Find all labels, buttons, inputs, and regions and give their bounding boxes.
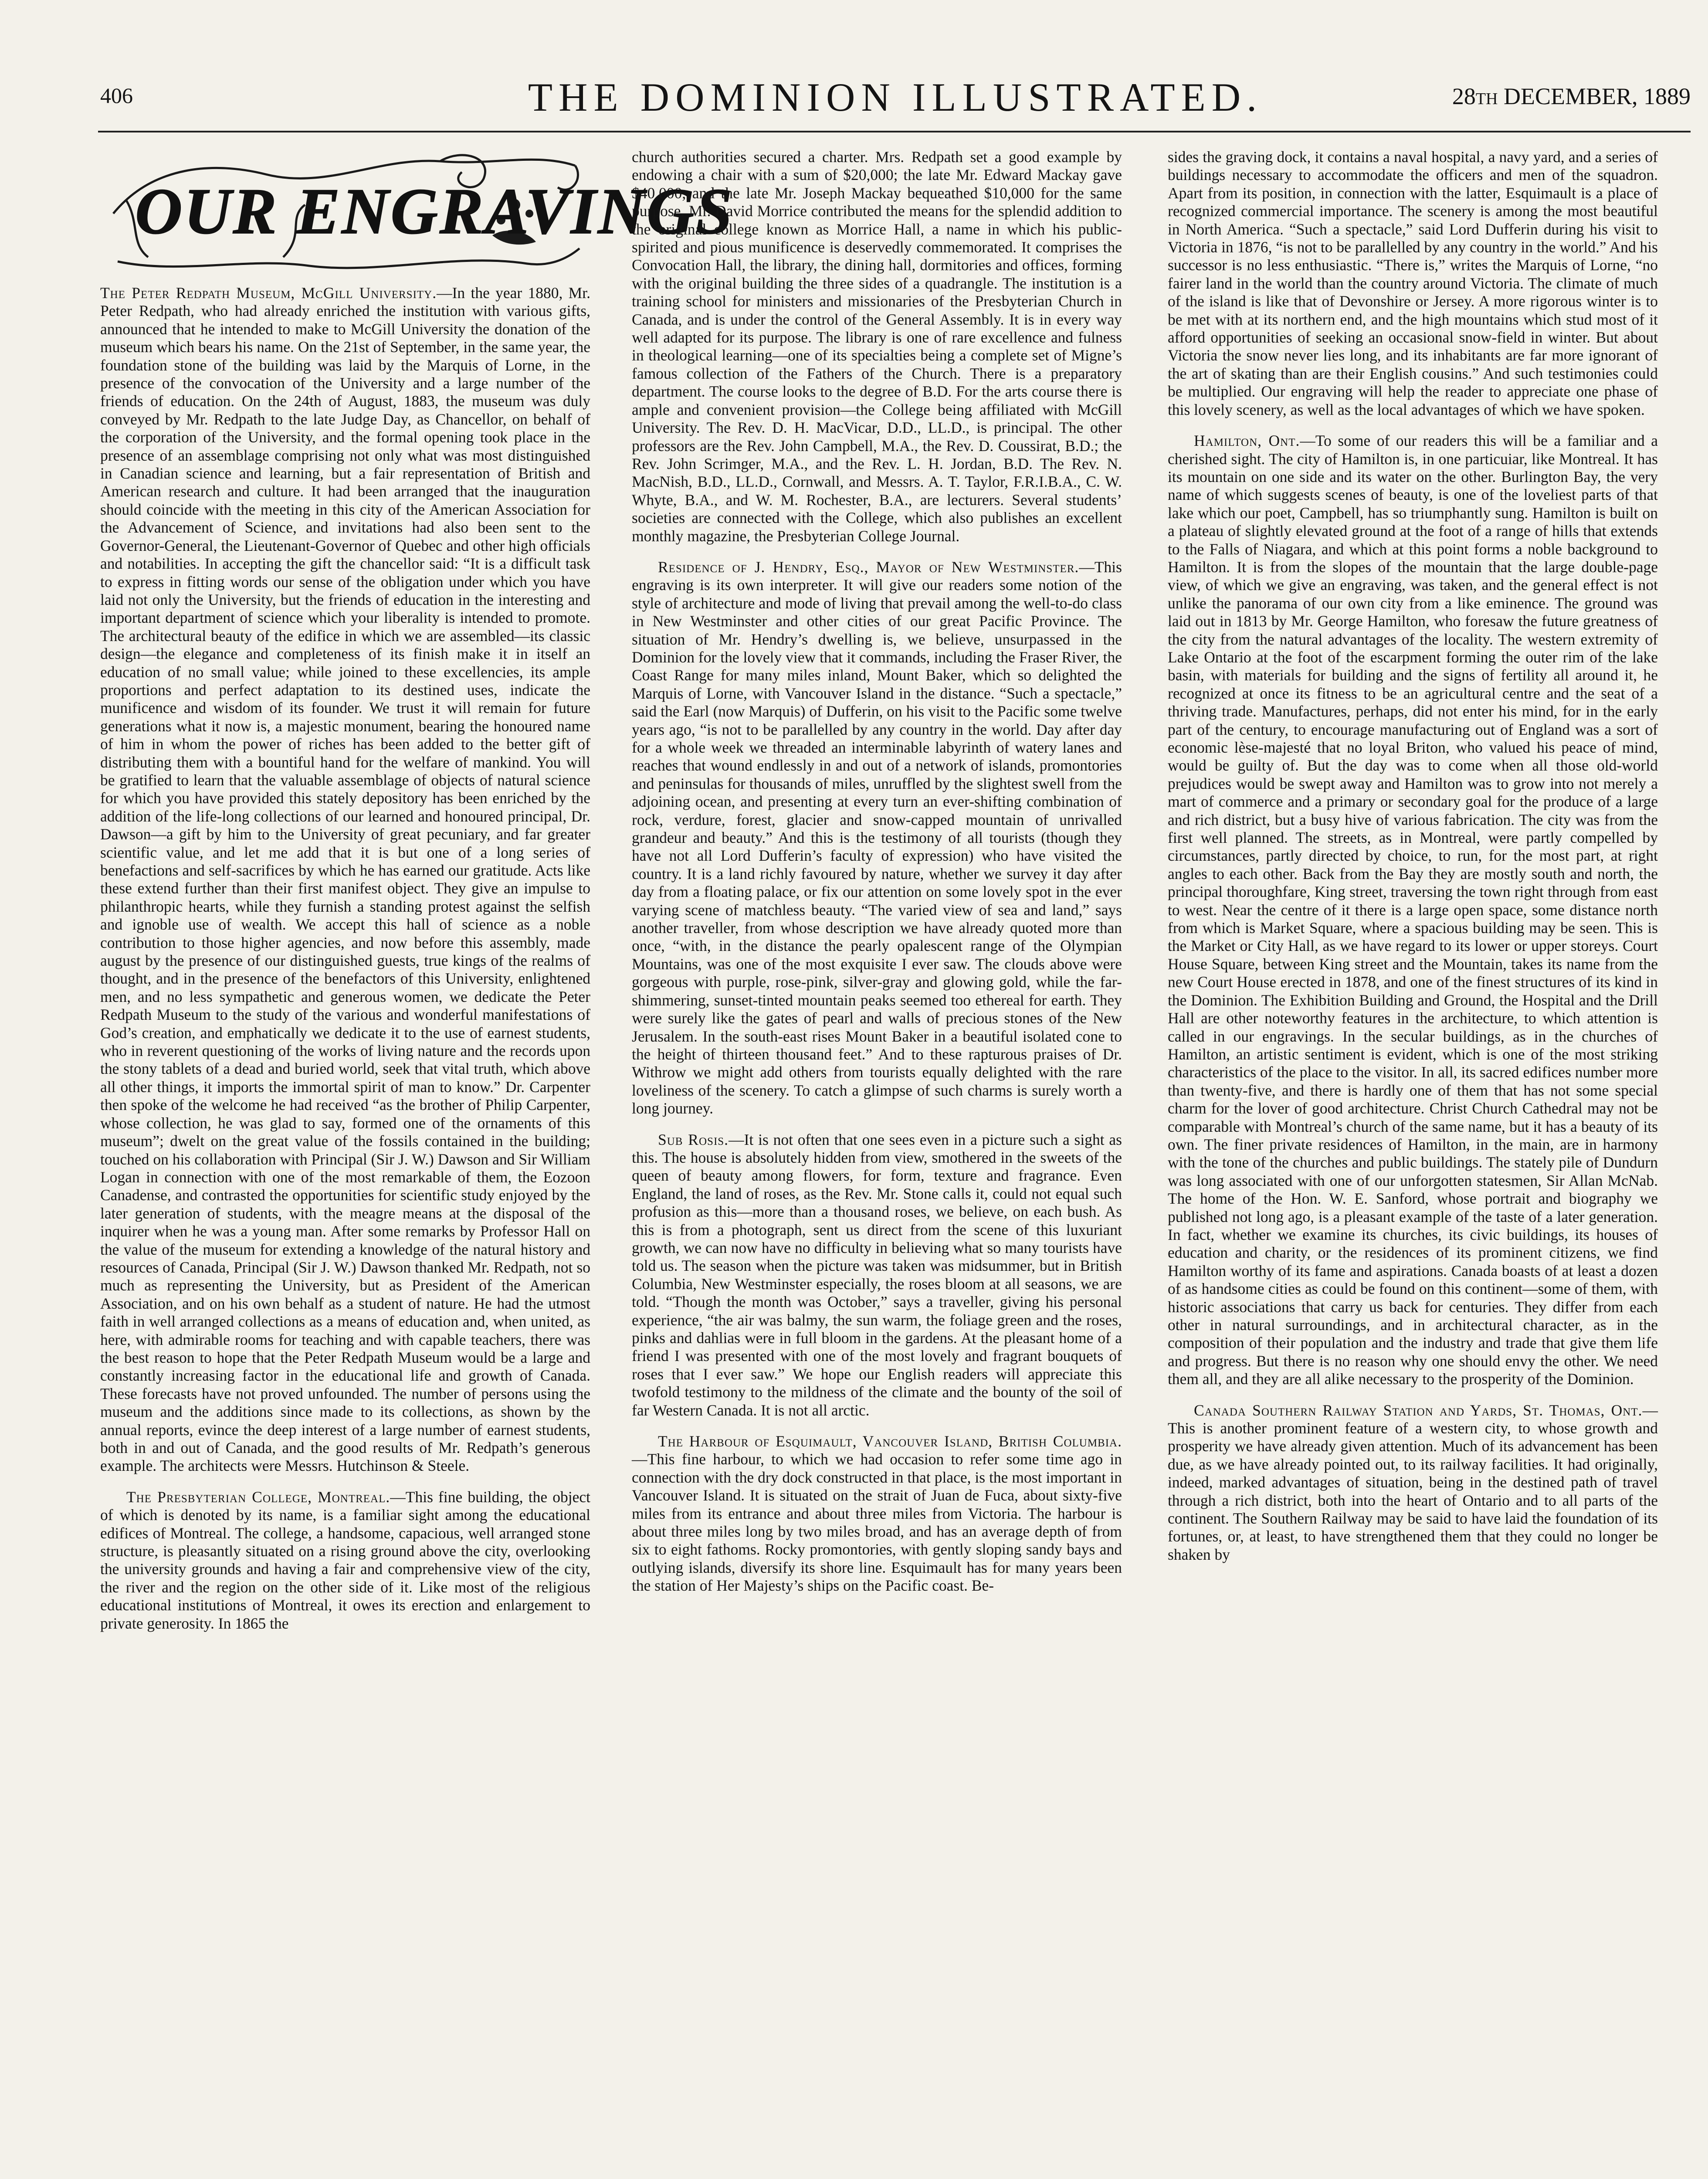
article-esquimault-start xyxy=(632,1432,1122,1595)
column-3 xyxy=(1168,148,1658,2179)
body-redpath: —In the year 1880, Mr. Peter Redpath, who had already enriched the institution with various gifts, announced that he intended to make to McGill University the donation of the museum which bears his name. On the 21st of September, in the same year, the foundation stone of the building was laid by the Marquis of Lorne, in the presence of the convocation of the University and a large number of the friends of education. On the 24th of August, 1883, the museum was duly conveyed by Mr. Redpath to the late Judge Day, as Chancellor, on behalf of the corporation of the University, and the formal opening took place in the presence of an assemblage comprising not only what was most distinguished in Canadian science and learning, but a fair representation of British and American research and culture. It had been arranged that the inauguration should coincide with the meeting in this city of the American Association for the Advancement of Science, and invitations had also been sent to the Governor-General, the Lieutenant-Governor of Quebec and other high officials and notabilities. In accepting the gift the chancellor said: “It is a difficult task to express in fitting words our sense of the obligation under which you have laid not only the University, but the friends of education in the interesting and important department of science which your liberality is intended to promote. The architectural beauty of the edifice in which we are assembled—its classic design—the elegance and completeness of its finish make it in itself an education of no small value; while joined to these excellencies, its ample proportions and perfect adaptation to its destined uses, indicate the munificence and wisdom of its founder. We trust it will remain for future generations what it now is, a majestic monument, bearing the honoured name of him in whom the power of riches has been added to the better gift of distributing them with a bountiful hand for the welfare of mankind. You will be gratified to learn that the valuable assemblage of objects of natural science for which you have provided this stately depository has been enriched by the addition of the life-long collections of our learned and honoured principal, Dr. Dawson—a gift by him to the University of great pecuniary, and far greater scientific value, and let me add that it is but one of a long series of benefactions and self-sacrifices by which he has earned our gratitude. Acts like these extend further than their first manifest object. They give an impulse to philanthropic hearts, while they furnish a standing protest against the selfish and ignoble use of wealth. We accept this hall of science as a noble contribution to those higher agencies, and now before this assembly, made august by the presence of our distinguished guests, true kings of the realms of thought, and in the presence of the benefactors of this University, enlightened men, and no less sympathetic and generous women, we dedicate the Peter Redpath Museum to the study of the various and wonderful manifestations of God’s creation, and emphatically we dedicate it to the use of earnest students, who in reverent questioning of the works of living nature and the records upon the stony tablets of a dead and buried world, seek that vital truth, which above all other things, it imports the immortal spirit of man to know.” Dr. Carpenter then spoke of the welcome he had received “as the brother of Philip Carpenter, whose collection, he was glad to say, formed one of the ornaments of this museum”; dwelt on the great value of the fossils contained in the building; touched on his collaboration with Principal (Sir J. W.) Dawson and Sir William Logan in connection with one of the most remarkable of them, the Eozoon Canadense, and contrasted the opportunities for scientific study enjoyed by the later generation of students, with the meagre means at the disposal of the inquirer when he was a young man. After some remarks by Professor Hall on the value of the museum for extending a knowledge of the natural history and resources of Canada, Principal (Sir J. W.) Dawson thanked Mr. Redpath, not so much as representing the University, but as President of the American Association, and on his own behalf as a student of nature. He had the utmost faith in well arranged collections as a means of education and, when united, as here, with admirable rooms for teaching and with capable teachers, there was the best reason to hope that the Peter Redpath Museum would be a large and constantly increasing factor in the educational life and growth of Canada. These forecasts have not proved unfounded. The number of persons using the museum and the additions since made to its collections, as shown by the annual reports, evince the deep interest of a large number of earnest students, both in and out of Canada, and the good results of Mr. Redpath’s generous example. The architects were Messrs. Hutchinson & Steele. xyxy=(100,284,590,1475)
article-subrosa xyxy=(632,1131,1122,1420)
our-engravings-logo xyxy=(100,148,734,279)
article-hendry xyxy=(632,558,1122,1118)
heading-esquimault: The Harbour of Esquimault, Vancouver Island, British Columbia. xyxy=(658,1432,1122,1450)
heading-subrosa: Sub Rosis. xyxy=(658,1130,729,1148)
article-esquimault-cont: sides the graving dock, it contains a naval hospital, a navy yard, and a series of buildings necessary to accommodate the officers and men of the squadron. Apart from its position, in connection with the latter, Esquimault is a place of recognized commercial importance. The scenery is among the most beautiful in North America. “Such a spectacle,” said Lord Dufferin during his visit to Victoria in 1876, “is not to be parallelled by any country in the world.” And his successor is no less enthusiastic. “There is,” writes the Marquis of Lorne, “no fairer land in the world than the country around Victoria. The climate of much of the island is like that of Devonshire or Jersey. A more rigorous winter is to be met with at its northern end, and the high mountains which stud most of it afford opportunities of seeking an occasional snow-field in winter. But about Victoria the snow never lies long, and its inhabitants are far more ignorant of the art of skating than are their English cousins.” And such testimonies could be multiplied. Our engraving will help the reader to appreciate one phase of this lovely scenery, as well as the local advantages of which we have spoken. xyxy=(1168,148,1658,418)
body-presbyterian-col1: —This fine building, the object of which is denoted by its name, is a familiar sight among the educational edifices of Montreal. The college, a handsome, capacious, well arranged stone structure, is pleasantly situated on a rising ground above the city, overlooking the university grounds and having a fair and comprehensive view of the city, the river and the region on the other side of it. Like most of the religious educational institutions of Montreal, it owes its erection and enlargement to private generosity. In 1865 the xyxy=(100,1488,590,1632)
heading-hamilton: Hamilton, Ont. xyxy=(1194,432,1300,450)
our-engravings-banner xyxy=(100,148,734,279)
logo-word-our: OUR ENGRAVINGS xyxy=(135,175,734,248)
issue-date: 28th DECEMBER, 1889 xyxy=(1452,83,1691,109)
body-hamilton: —To some of our readers this will be a familiar and a cherished sight. The city of Hamilton is, in one particuiar, like Montreal. It has its mountain on one side and its water on the other. Burlington Bay, the very name of which suggests scenes of beauty, is one of the loveliest parts of that lake which our poet, Campbell, has so triumphantly sung. Hamilton is built on a plateau of slightly elevated ground at the foot of a range of hills that extends to the Falls of Niagara, and which at this point forms a noble background to Hamilton. It is from the slopes of the mountain that the large double-page view, of which we give an engraving, was taken, and the general effect is not unlike the panorama of our own city from a like eminence. The ground was laid out in 1813 by Mr. George Hamilton, who foresaw the future greatness of the city from the natural advantages of the locality. The western extremity of Lake Ontario at the foot of the escarpment forming the outer rim of the lake basin, with materials for building and the signs of fertility all around it, he recognized at once its fitness to be an agricultural centre and the seat of a thriving trade. Manufactures, perhaps, did not enter his mind, for in the early part of the century, to encourage manufacturing out of England was a sort of economic lèse-majesté that no loyal Briton, who valued his peace of mind, would be guilty of. But the day was to come when all those old-world prejudices would be swept away and Hamilton was to grow into not merely a mart of commerce and a primary or secondary goal for the produce of a large and rich district, but a busy hive of various fabrication. The city was from the first well planned. The streets, as in Montreal, were partly compelled by circumstances, partly directed by choice, to run, for the most part, at right angles to each other. Back from the Bay they are mostly south and north, the principal thoroughfare, King street, traversing the town right through from east to west. Near the centre of it there is a large open space, some distance north from which is Market Square, where a spacious building may be seen. This is the Market or City Hall, as we have regard to its lower or upper storeys. Court House Square, between King street and the Mountain, takes its name from the new Court House erected in 1878, and one of the finest structures of its kind in the Dominion. The Exhibition Building and Ground, the Hospital and the Drill Hall are other noteworthy features in the architecture, to which attention is called in our engravings. In the secular buildings, as in the churches of Hamilton, an artistic sentiment is evident, which is one of the most striking characteristics of the place to the visitor. In all, its sacred edifices number more than twenty-five, and there is hardly one of them that has not some special charm for the lover of good architecture. Christ Church Cathedral may not be comparable with Montreal’s church of the same name, but it has a beauty of its own. The finer private residences of Hamilton, in the main, are in harmony with the tone of the churches and public buildings. The stately pile of Dundurn was long associated with one of our unforgotten statesmen, Sir Allan McNab. The home of the Hon. W. E. Sanford, whose portrait and biography we published not long ago, is a pleasant example of the taste of a later generation. In fact, whether we examine its churches, its civic buildings, its houses of education and charity, or the residences of its prominent citizens, we find Hamilton worthy of its fame and aspirations. Canada boasts of at least a dozen of as handsome cities as could be found on this continent—some of them, with historic associations that carry us back for centuries. They differ from each other in natural surroundings, and in architectural character, as in the composition of their population and the industry and trade that give them life and progress. But there is no reason why one should envy the other. We need them all, and they are all alike necessary to the prosperity of the Dominion. xyxy=(1168,432,1658,1388)
heading-redpath: The Peter Redpath Museum, McGill University. xyxy=(100,284,437,302)
article-presbyterian-cont: church authorities secured a charter. Mrs. Redpath set a good example by endowing a chair with a sum of $20,000; the late Mr. Edward Mackay gave $40,000, and the late Mr. Joseph Mackay bequeathed $10,000 for the same purpose. Mr. David Morrice contributed the means for the splendid addition to the original college known as Morrice Hall, a name in which his public-spirited and pious munificence is deservedly commemorated. It comprises the Convocation Hall, the library, the dining hall, dormitories and offices, forming with the original building the three sides of a quadrangle. The institution is a training school for ministers and missionaries of the Presbyterian Church in Canada, and is under the control of the General Assembly. It is in every way well adapted for its purpose. The library is one of rare excellence and fulness in theological learning—one of its specialties being a complete set of Migne’s famous collection of the Fathers of the Church. There is a preparatory department. The course looks to the degree of B.D. For the arts course there is ample and convenient provision—the College being affiliated with McGill University. The Rev. D. H. MacVicar, D.D., LL.D., is principal. The other professors are the Rev. John Campbell, M.A., the Rev. D. Coussirat, B.D.; the Rev. John Scrimger, M.A., and the Rev. L. H. Jordan, B.D. The Rev. N. MacNish, B.D., LL.D., Cornwall, and Messrs. A. T. Taylor, F.R.I.B.A., C. W. Whyte, B.A., and W. M. Rochester, B.A., are lecturers. Several students’ societies are connected with the College, which also publishes an excellent monthly magazine, the Presbyterian College Journal. xyxy=(632,148,1122,545)
heading-canada-southern: Canada Southern Railway Station and Yards, St. Thomas, Ont. xyxy=(1194,1401,1643,1419)
body-canada-southern: —This is another prominent feature of a western city, to whose growth and prosperity we have already given attention. Much of its advancement has been due, as we have already pointed out, to its railway facilities. It had originally, indeed, marked advantages of situation, being in the destined path of travel through a rich district, both into the heart of Ontario and to all parts of the continent. The Southern Railway may be said to have laid the foundation of its fortunes, or, at least, to have strengthened them that they could no longer be shaken by xyxy=(1168,1401,1658,1563)
heading-presbyterian: The Presbyterian College, Montreal. xyxy=(126,1488,390,1506)
body-hendry: —This engraving is its own interpreter. It will give our readers some notion of the style of architecture and mode of living that prevail among the well-to-do class in New Westminster and other cities of our great Pacific Province. The situation of Mr. Hendry’s dwelling is, we believe, unsurpassed in the Dominion for the lovely view that it commands, including the Fraser River, the Coast Range for many miles inland, Mount Baker, which so delighted the Marquis of Lorne, with Vancouver Island in the distance. “Such a spectacle,” said the Earl (now Marquis) of Dufferin, on his visit to the Pacific some twelve years ago, “is not to be parallelled by any country in the world. Day after day for a whole week we threaded an interminable labyrinth of watery lanes and reaches that wound endlessly in and out of a network of islands, promontories and peninsulas for thousands of miles, unruffled by the slightest swell from the adjoining ocean, and presenting at every turn an ever-shifting combination of rock, verdure, forest, glacier and snow-capped mountain of unrivalled grandeur and beauty.” And this is the testimony of all tourists (though they have not all Lord Dufferin’s faculty of expression) who have visited the country. It is a land richly favoured by nature, whether we survey it day after day from a floating palace, or fix our attention on some lovely spot in the ever varying scene of matchless beauty. “The varied view of sea and land,” says another traveller, from whose description we have already quoted more than once, “with, in the distance the pearly opalescent range of the Olympian Mountains, was one of the most exquisite I ever saw. The clouds above were gorgeous with purple, rose-pink, silver-gray and glowing gold, while the far-shimmering, sunset-tinted mountain peaks seemed too ethereal for earth. They were surely like the gates of pearl and walls of precious stones of the New Jerusalem. In the south-east rises Mount Baker in a beautiful isolated cone to the height of thirteen thousand feet.” And to these rapturous praises of Dr. Withrow we might add others from tourists equally delighted with the rare loveliness of the scenery. To catch a glimpse of such charms is surely worth a long journey. xyxy=(632,558,1122,1117)
header-rule xyxy=(98,131,1691,132)
heading-hendry: Residence of J. Hendry, Esq., Mayor of New Westminster. xyxy=(658,558,1079,576)
article-hamilton xyxy=(1168,432,1658,1388)
article-canada-southern xyxy=(1168,1402,1658,1564)
article-presbyterian-start xyxy=(100,1488,590,1633)
page-number: 406 xyxy=(100,83,133,108)
body-subrosa: —It is not often that one sees even in a picture such a sight as this. The house is absolutely hidden from view, smothered in the sweets of the queen of beauty among flowers, for form, texture and fragrance. Even England, the land of roses, as the Rev. Mr. Stone calls it, could not equal such profusion as this—more than a thousand roses, we believe, on each bush. As this is from a photograph, sent us direct from the scene of this luxuriant growth, we can now have no difficulty in believing what so many tourists have told us. The season when the picture was taken was midsummer, but in British Columbia, New Westminster especially, the roses bloom at all seasons, we are told. “Though the month was October,” says a traveller, giving his personal experience, “the air was balmy, the sun warm, the foliage green and the roses, pinks and dahlias were in full bloom in the gardens. At the pleasant home of a friend I was presented with one of the most lovely and fragrant bouquets of roses that I ever saw.” We hope our English readers will appreciate this twofold testimony to the mildness of the climate and the bounty of the soil of far Western Canada. It is not all arctic. xyxy=(632,1130,1122,1419)
journal-title: THE DOMINION ILLUSTRATED. xyxy=(528,75,1263,119)
column-2 xyxy=(632,148,1122,2179)
body-esquimault-col2: —This fine harbour, to which we had occasion to refer some time ago in connection with the dry dock constructed in that place, is the most important in Vancouver Island. It is situated on the strait of Juan de Fuca, about sixty-five miles from its entrance and about three miles from Victoria. The harbour is about three miles long by two miles broad, and has an average depth of from six to eight fathoms. Rocky promontories, with gently sloping sandy bays and outlying islands, diversify its shore line. Esquimault has for many years been the station of Her Majesty’s ships on the Pacific coast. Be- xyxy=(632,1450,1122,1595)
masthead xyxy=(100,74,1691,122)
article-redpath xyxy=(100,284,590,1475)
